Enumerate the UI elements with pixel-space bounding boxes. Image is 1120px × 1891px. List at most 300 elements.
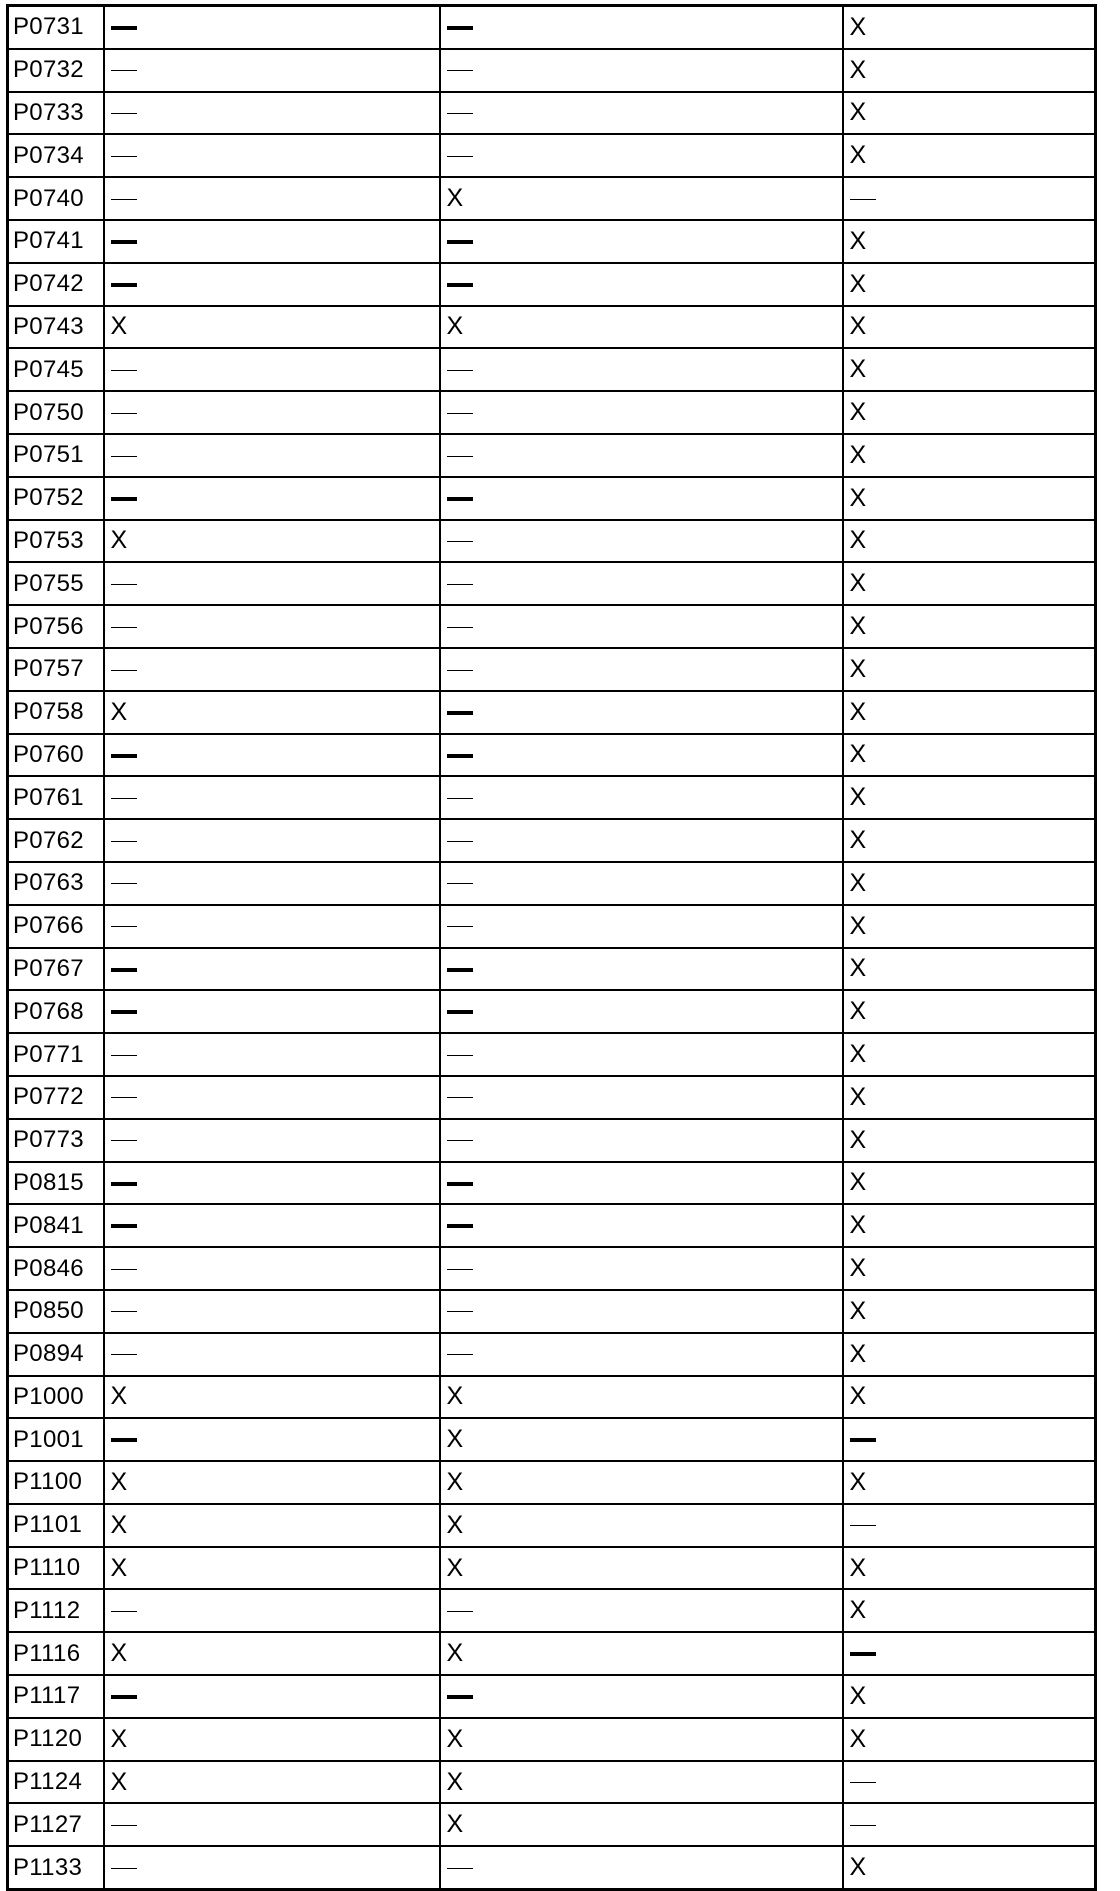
applicability-cell-3 bbox=[843, 1290, 1096, 1333]
not-applicable-dash bbox=[447, 1311, 473, 1312]
applicability-cell-1 bbox=[104, 734, 440, 777]
dtc-code-cell: P0894 bbox=[8, 1333, 104, 1376]
table-row bbox=[8, 348, 1096, 391]
applicability-cell-1 bbox=[104, 520, 440, 563]
applicability-cell-1 bbox=[104, 1376, 440, 1419]
applicability-cell-1 bbox=[104, 1803, 440, 1846]
applicability-cell-2 bbox=[440, 605, 843, 648]
not-applicable-bold-dash bbox=[111, 497, 137, 501]
applicability-cell-3 bbox=[843, 948, 1096, 991]
dtc-code-cell: P0766 bbox=[8, 905, 104, 948]
applies-mark: X bbox=[849, 826, 867, 855]
applicability-cell-3 bbox=[843, 1547, 1096, 1590]
applicability-cell-2 bbox=[440, 306, 843, 349]
applicability-cell-3 bbox=[843, 1803, 1096, 1846]
applicability-cell-1 bbox=[104, 691, 440, 734]
dtc-code-cell: P0771 bbox=[8, 1033, 104, 1076]
applicability-cell-2 bbox=[440, 1589, 843, 1632]
applies-mark: X bbox=[849, 1125, 867, 1154]
applies-mark: X bbox=[849, 654, 867, 683]
applicability-cell-1 bbox=[104, 1247, 440, 1290]
not-applicable-dash bbox=[111, 1825, 137, 1826]
applicability-cell-3 bbox=[843, 306, 1096, 349]
not-applicable-dash bbox=[111, 1354, 137, 1355]
dtc-code-cell: P0734 bbox=[8, 134, 104, 177]
applicability-cell-1 bbox=[104, 1119, 440, 1162]
applicability-cell-1 bbox=[104, 1675, 440, 1718]
applies-mark: X bbox=[849, 740, 867, 769]
not-applicable-bold-dash bbox=[447, 754, 473, 758]
applicability-cell-2 bbox=[440, 1290, 843, 1333]
applicability-cell-1 bbox=[104, 905, 440, 948]
table-row bbox=[8, 134, 1096, 177]
applies-mark: X bbox=[849, 1296, 867, 1325]
applicability-cell-1 bbox=[104, 92, 440, 135]
not-applicable-dash bbox=[111, 1269, 137, 1270]
applicability-cell-1 bbox=[104, 434, 440, 477]
applies-mark: X bbox=[110, 697, 128, 726]
applicability-cell-3 bbox=[843, 134, 1096, 177]
dtc-code-cell: P0750 bbox=[8, 391, 104, 434]
not-applicable-dash bbox=[447, 541, 473, 542]
table-row bbox=[8, 1290, 1096, 1333]
table-row bbox=[8, 1033, 1096, 1076]
applicability-cell-1 bbox=[104, 648, 440, 691]
dtc-code-cell: P0753 bbox=[8, 520, 104, 563]
not-applicable-dash bbox=[850, 1825, 876, 1826]
dtc-applicability-table bbox=[6, 4, 1097, 1891]
applicability-cell-1 bbox=[104, 6, 440, 49]
table-row bbox=[8, 1204, 1096, 1247]
applicability-cell-1 bbox=[104, 948, 440, 991]
not-applicable-bold-dash bbox=[111, 1010, 137, 1014]
applicability-cell-2 bbox=[440, 1162, 843, 1205]
applies-mark: X bbox=[446, 1724, 464, 1753]
table-row bbox=[8, 1376, 1096, 1419]
applicability-cell-3 bbox=[843, 562, 1096, 605]
dtc-code-cell: P1101 bbox=[8, 1504, 104, 1547]
dtc-code-cell: P0755 bbox=[8, 562, 104, 605]
applicability-cell-1 bbox=[104, 1033, 440, 1076]
table-row bbox=[8, 177, 1096, 220]
applicability-cell-3 bbox=[843, 92, 1096, 135]
applies-mark: X bbox=[849, 355, 867, 384]
not-applicable-dash bbox=[447, 156, 473, 157]
applicability-cell-3 bbox=[843, 1418, 1096, 1461]
applicability-cell-1 bbox=[104, 263, 440, 306]
applicability-cell-3 bbox=[843, 520, 1096, 563]
not-applicable-bold-dash bbox=[850, 1652, 876, 1656]
dtc-code-cell: P0752 bbox=[8, 477, 104, 520]
applies-mark: X bbox=[849, 483, 867, 512]
dtc-code-cell: P0745 bbox=[8, 348, 104, 391]
table-row bbox=[8, 734, 1096, 777]
dtc-code-cell: P0751 bbox=[8, 434, 104, 477]
not-applicable-bold-dash bbox=[111, 968, 137, 972]
not-applicable-dash bbox=[447, 841, 473, 842]
applicability-cell-3 bbox=[843, 1204, 1096, 1247]
not-applicable-dash bbox=[850, 1782, 876, 1783]
applies-mark: X bbox=[110, 1510, 128, 1539]
dtc-code-cell: P0846 bbox=[8, 1247, 104, 1290]
applies-mark: X bbox=[110, 1382, 128, 1411]
applicability-cell-1 bbox=[104, 776, 440, 819]
dtc-code-cell: P0773 bbox=[8, 1119, 104, 1162]
applicability-cell-1 bbox=[104, 819, 440, 862]
not-applicable-dash bbox=[111, 456, 137, 457]
applicability-cell-2 bbox=[440, 1761, 843, 1804]
applicability-cell-1 bbox=[104, 1632, 440, 1675]
applies-mark: X bbox=[446, 1510, 464, 1539]
not-applicable-dash bbox=[447, 1269, 473, 1270]
applicability-cell-1 bbox=[104, 1076, 440, 1119]
applicability-cell-1 bbox=[104, 49, 440, 92]
applies-mark: X bbox=[110, 1467, 128, 1496]
table-row bbox=[8, 520, 1096, 563]
table-row bbox=[8, 605, 1096, 648]
applicability-cell-3 bbox=[843, 1119, 1096, 1162]
applicability-cell-2 bbox=[440, 734, 843, 777]
applies-mark: X bbox=[446, 1810, 464, 1839]
applicability-cell-2 bbox=[440, 6, 843, 49]
table-row bbox=[8, 434, 1096, 477]
not-applicable-bold-dash bbox=[447, 1224, 473, 1228]
table-row bbox=[8, 819, 1096, 862]
dtc-code-cell: P0742 bbox=[8, 263, 104, 306]
applicability-cell-3 bbox=[843, 1333, 1096, 1376]
applicability-cell-2 bbox=[440, 948, 843, 991]
dtc-code-cell: P0815 bbox=[8, 1162, 104, 1205]
dtc-code-cell: P0762 bbox=[8, 819, 104, 862]
applies-mark: X bbox=[849, 868, 867, 897]
dtc-code-cell: P1127 bbox=[8, 1803, 104, 1846]
applies-mark: X bbox=[849, 312, 867, 341]
table-row bbox=[8, 6, 1096, 49]
applicability-cell-1 bbox=[104, 1333, 440, 1376]
applies-mark: X bbox=[849, 1382, 867, 1411]
not-applicable-bold-dash bbox=[850, 1438, 876, 1442]
not-applicable-dash bbox=[447, 1868, 473, 1869]
applicability-cell-3 bbox=[843, 263, 1096, 306]
applicability-cell-3 bbox=[843, 1076, 1096, 1119]
dtc-code-cell: P0850 bbox=[8, 1290, 104, 1333]
applies-mark: X bbox=[849, 911, 867, 940]
dtc-code-cell: P0732 bbox=[8, 49, 104, 92]
applies-mark: X bbox=[849, 226, 867, 255]
not-applicable-dash bbox=[447, 456, 473, 457]
not-applicable-bold-dash bbox=[447, 283, 473, 287]
applicability-cell-1 bbox=[104, 220, 440, 263]
applicability-cell-1 bbox=[104, 1162, 440, 1205]
applicability-cell-2 bbox=[440, 1675, 843, 1718]
applies-mark: X bbox=[849, 1168, 867, 1197]
not-applicable-bold-dash bbox=[111, 26, 137, 30]
dtc-code-cell: P0763 bbox=[8, 862, 104, 905]
applicability-cell-2 bbox=[440, 1846, 843, 1889]
dtc-code-cell: P0767 bbox=[8, 948, 104, 991]
table-row bbox=[8, 1846, 1096, 1889]
dtc-code-cell: P0756 bbox=[8, 605, 104, 648]
not-applicable-dash bbox=[111, 798, 137, 799]
applicability-cell-2 bbox=[440, 263, 843, 306]
not-applicable-dash bbox=[447, 1611, 473, 1612]
applicability-cell-2 bbox=[440, 1076, 843, 1119]
not-applicable-dash bbox=[111, 584, 137, 585]
dtc-code-cell: P1001 bbox=[8, 1418, 104, 1461]
table-row bbox=[8, 1675, 1096, 1718]
applicability-cell-3 bbox=[843, 1461, 1096, 1504]
applicability-cell-2 bbox=[440, 1547, 843, 1590]
dtc-code-cell: P0761 bbox=[8, 776, 104, 819]
applicability-cell-2 bbox=[440, 1718, 843, 1761]
applicability-cell-3 bbox=[843, 990, 1096, 1033]
dtc-code-cell: P0741 bbox=[8, 220, 104, 263]
table-row bbox=[8, 1803, 1096, 1846]
applies-mark: X bbox=[446, 1467, 464, 1496]
applies-mark: X bbox=[849, 1211, 867, 1240]
applicability-cell-2 bbox=[440, 819, 843, 862]
table-row bbox=[8, 948, 1096, 991]
dtc-code-cell: P0758 bbox=[8, 691, 104, 734]
applicability-cell-2 bbox=[440, 434, 843, 477]
applicability-cell-3 bbox=[843, 1162, 1096, 1205]
applicability-cell-3 bbox=[843, 177, 1096, 220]
table-row bbox=[8, 1718, 1096, 1761]
table-body bbox=[8, 6, 1096, 1890]
table-row bbox=[8, 562, 1096, 605]
applicability-cell-3 bbox=[843, 862, 1096, 905]
not-applicable-bold-dash bbox=[447, 240, 473, 244]
applicability-cell-3 bbox=[843, 1632, 1096, 1675]
applies-mark: X bbox=[849, 141, 867, 170]
table-row bbox=[8, 1119, 1096, 1162]
not-applicable-dash bbox=[447, 370, 473, 371]
not-applicable-bold-dash bbox=[447, 26, 473, 30]
applicability-cell-1 bbox=[104, 1718, 440, 1761]
applies-mark: X bbox=[849, 1596, 867, 1625]
table-row bbox=[8, 905, 1096, 948]
applicability-cell-2 bbox=[440, 1333, 843, 1376]
applies-mark: X bbox=[110, 1553, 128, 1582]
applies-mark: X bbox=[849, 440, 867, 469]
dtc-code-cell: P1120 bbox=[8, 1718, 104, 1761]
applies-mark: X bbox=[110, 1639, 128, 1668]
not-applicable-bold-dash bbox=[111, 283, 137, 287]
not-applicable-dash bbox=[447, 798, 473, 799]
applies-mark: X bbox=[849, 1853, 867, 1882]
applicability-cell-1 bbox=[104, 1846, 440, 1889]
table-row bbox=[8, 1461, 1096, 1504]
not-applicable-dash bbox=[850, 199, 876, 200]
not-applicable-dash bbox=[447, 1097, 473, 1098]
not-applicable-dash bbox=[111, 883, 137, 884]
applicability-cell-1 bbox=[104, 177, 440, 220]
not-applicable-dash bbox=[447, 70, 473, 71]
dtc-code-cell: P1124 bbox=[8, 1761, 104, 1804]
applies-mark: X bbox=[849, 1467, 867, 1496]
applicability-cell-1 bbox=[104, 862, 440, 905]
applicability-cell-2 bbox=[440, 1504, 843, 1547]
not-applicable-dash bbox=[111, 370, 137, 371]
dtc-code-cell: P0731 bbox=[8, 6, 104, 49]
applicability-cell-2 bbox=[440, 92, 843, 135]
not-applicable-dash bbox=[447, 1140, 473, 1141]
not-applicable-dash bbox=[111, 926, 137, 927]
applicability-cell-2 bbox=[440, 1803, 843, 1846]
applicability-cell-3 bbox=[843, 1504, 1096, 1547]
not-applicable-bold-dash bbox=[447, 1695, 473, 1699]
table-row bbox=[8, 776, 1096, 819]
not-applicable-bold-dash bbox=[447, 497, 473, 501]
applicability-cell-3 bbox=[843, 605, 1096, 648]
table-row bbox=[8, 691, 1096, 734]
dtc-code-cell: P0743 bbox=[8, 306, 104, 349]
applicability-cell-2 bbox=[440, 776, 843, 819]
applicability-cell-2 bbox=[440, 49, 843, 92]
table-row bbox=[8, 862, 1096, 905]
applies-mark: X bbox=[849, 1254, 867, 1282]
applies-mark: X bbox=[446, 1553, 464, 1582]
table-row bbox=[8, 263, 1096, 306]
applicability-cell-1 bbox=[104, 1504, 440, 1547]
dtc-code-cell: P0772 bbox=[8, 1076, 104, 1119]
applicability-cell-3 bbox=[843, 1376, 1096, 1419]
dtc-code-cell: P1116 bbox=[8, 1632, 104, 1675]
table-row bbox=[8, 477, 1096, 520]
applicability-cell-3 bbox=[843, 1761, 1096, 1804]
applicability-cell-3 bbox=[843, 734, 1096, 777]
applicability-cell-2 bbox=[440, 134, 843, 177]
applies-mark: X bbox=[849, 526, 867, 555]
applies-mark: X bbox=[849, 697, 867, 726]
table-row bbox=[8, 1547, 1096, 1590]
table-row bbox=[8, 92, 1096, 135]
not-applicable-dash bbox=[447, 413, 473, 414]
table-row bbox=[8, 1761, 1096, 1804]
dtc-code-cell: P0768 bbox=[8, 990, 104, 1033]
applicability-cell-1 bbox=[104, 562, 440, 605]
dtc-code-cell: P0841 bbox=[8, 1204, 104, 1247]
not-applicable-dash bbox=[111, 627, 137, 628]
table-row bbox=[8, 1418, 1096, 1461]
table-row bbox=[8, 1162, 1096, 1205]
applicability-cell-3 bbox=[843, 391, 1096, 434]
applicability-cell-3 bbox=[843, 905, 1096, 948]
table-row bbox=[8, 306, 1096, 349]
applicability-cell-2 bbox=[440, 862, 843, 905]
applicability-cell-1 bbox=[104, 134, 440, 177]
dtc-code-cell: P1117 bbox=[8, 1675, 104, 1718]
applicability-cell-3 bbox=[843, 1846, 1096, 1889]
applicability-cell-2 bbox=[440, 1247, 843, 1290]
applicability-cell-3 bbox=[843, 6, 1096, 49]
applicability-cell-2 bbox=[440, 905, 843, 948]
not-applicable-bold-dash bbox=[111, 754, 137, 758]
not-applicable-bold-dash bbox=[111, 1438, 137, 1442]
applicability-cell-2 bbox=[440, 648, 843, 691]
applies-mark: X bbox=[110, 526, 128, 555]
applicability-cell-3 bbox=[843, 348, 1096, 391]
applicability-cell-1 bbox=[104, 990, 440, 1033]
applies-mark: X bbox=[849, 783, 867, 812]
applicability-cell-1 bbox=[104, 1418, 440, 1461]
applies-mark: X bbox=[849, 269, 867, 298]
not-applicable-dash bbox=[111, 1311, 137, 1312]
dtc-code-cell: P0733 bbox=[8, 92, 104, 135]
table-row bbox=[8, 1504, 1096, 1547]
applies-mark: X bbox=[849, 569, 867, 598]
table-row bbox=[8, 648, 1096, 691]
applies-mark: X bbox=[446, 312, 464, 341]
applies-mark: X bbox=[446, 1382, 464, 1411]
applicability-cell-1 bbox=[104, 1204, 440, 1247]
not-applicable-dash bbox=[447, 926, 473, 927]
not-applicable-dash bbox=[111, 1097, 137, 1098]
dtc-code-cell: P1133 bbox=[8, 1846, 104, 1889]
applicability-cell-1 bbox=[104, 1547, 440, 1590]
applies-mark: X bbox=[446, 184, 464, 213]
not-applicable-dash bbox=[111, 1140, 137, 1141]
applicability-cell-2 bbox=[440, 477, 843, 520]
not-applicable-bold-dash bbox=[111, 1695, 137, 1699]
applicability-cell-2 bbox=[440, 1461, 843, 1504]
dtc-code-cell: P0740 bbox=[8, 177, 104, 220]
not-applicable-dash bbox=[447, 670, 473, 671]
applicability-cell-2 bbox=[440, 990, 843, 1033]
not-applicable-bold-dash bbox=[447, 711, 473, 715]
applicability-cell-3 bbox=[843, 477, 1096, 520]
applies-mark: X bbox=[110, 1724, 128, 1753]
applicability-cell-3 bbox=[843, 648, 1096, 691]
not-applicable-dash bbox=[111, 841, 137, 842]
applies-mark: X bbox=[849, 612, 867, 641]
not-applicable-dash bbox=[447, 883, 473, 884]
applicability-cell-3 bbox=[843, 49, 1096, 92]
applies-mark: X bbox=[849, 997, 867, 1026]
not-applicable-dash bbox=[111, 1868, 137, 1869]
applicability-cell-3 bbox=[843, 1589, 1096, 1632]
applicability-cell-1 bbox=[104, 306, 440, 349]
applicability-cell-1 bbox=[104, 391, 440, 434]
applicability-cell-2 bbox=[440, 562, 843, 605]
table-row bbox=[8, 990, 1096, 1033]
applies-mark: X bbox=[849, 1681, 867, 1710]
applicability-cell-2 bbox=[440, 691, 843, 734]
applicability-cell-2 bbox=[440, 391, 843, 434]
dtc-code-cell: P1110 bbox=[8, 1547, 104, 1590]
applicability-cell-1 bbox=[104, 477, 440, 520]
not-applicable-bold-dash bbox=[111, 1182, 137, 1186]
table-row bbox=[8, 1632, 1096, 1675]
dtc-code-cell: P0760 bbox=[8, 734, 104, 777]
table-row bbox=[8, 1247, 1096, 1290]
table-row bbox=[8, 220, 1096, 263]
applicability-cell-1 bbox=[104, 348, 440, 391]
applies-mark: X bbox=[849, 1724, 867, 1753]
applicability-cell-3 bbox=[843, 819, 1096, 862]
table-row bbox=[8, 49, 1096, 92]
applies-mark: X bbox=[110, 1767, 128, 1796]
applicability-cell-1 bbox=[104, 1461, 440, 1504]
applies-mark: X bbox=[849, 55, 867, 84]
applicability-cell-2 bbox=[440, 1204, 843, 1247]
applies-mark: X bbox=[849, 1339, 867, 1368]
applies-mark: X bbox=[849, 1553, 867, 1582]
not-applicable-dash bbox=[111, 199, 137, 200]
applicability-cell-2 bbox=[440, 1632, 843, 1675]
applicability-cell-2 bbox=[440, 220, 843, 263]
not-applicable-dash bbox=[447, 1055, 473, 1056]
